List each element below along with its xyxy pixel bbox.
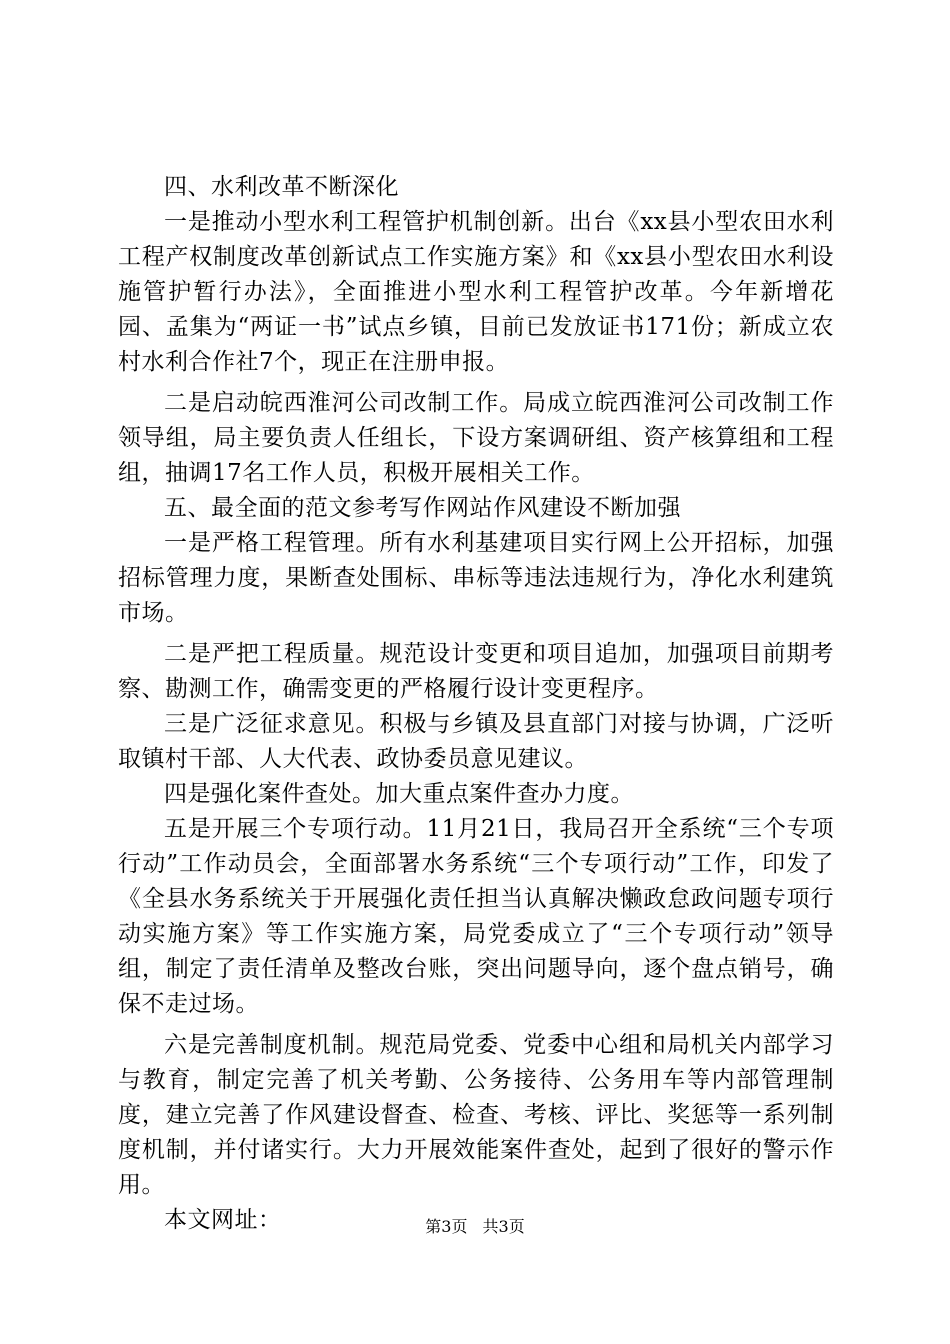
page-footer: [0, 1216, 950, 1238]
paragraph: 二是启动皖西淮河公司改制工作。局成立皖西淮河公司改制工作领导组，局主要负责人任组长，下设方案调研组、资产核算组和工程组，抽调17名工作人员，积极开展相关工作。: [118, 390, 834, 486]
paragraph: 五是开展三个专项行动。11月21日，我局召开全系统“三个专项行动”工作动员会，全面部署水务系统“三个专项行动”工作，印发了《全县水务系统关于开展强化责任担当认真解决懒政怠政问题专项行动实施方案》等工作实施方案，局党委成立了“三个专项行动”领导组，制定了责任清单及整改台账，突出问题导向，逐个盘点销号，确保不走过场。: [118, 816, 834, 1017]
page-number-total: 共3页: [482, 1217, 525, 1236]
paragraph: 一是推动小型水利工程管护机制创新。出台《xx县小型农田水利工程产权制度改革创新试点工作实施方案》和《xx县小型农田水利设施管护暂行办法》，全面推进小型水利工程管护改革。今年新增花园、孟集为“两证一书”试点乡镇，目前已发放证书171份；新成立农村水利合作社7个，现正在注册申报。: [118, 209, 834, 375]
paragraph: 六是完善制度机制。规范局党委、党委中心组和局机关内部学习与教育，制定完善了机关考勤、公务接待、公务用车等内部管理制度，建立完善了作风建设督查、检查、考核、评比、奖惩等一系列制度机制，并付诸实行。大力开展效能案件查处，起到了很好的警示作用。: [118, 1032, 834, 1198]
section-heading: 五、最全面的范文参考写作网站作风建设不断加强: [164, 495, 681, 521]
paragraph: 四是强化案件查处。加大重点案件查办力度。: [164, 781, 634, 807]
paragraph: 二是严把工程质量。规范设计变更和项目追加，加强项目前期考察、勘测工作，确需变更的严格履行设计变更程序。: [118, 641, 834, 702]
section-heading: 四、水利改革不断深化: [164, 174, 399, 200]
document-body: [118, 170, 834, 1238]
page-number-current: 第3页: [425, 1217, 468, 1236]
paragraph: 一是严格工程管理。所有水利基建项目实行网上公开招标，加强招标管理力度，果断查处围标、串标等违法违规行为，净化水利建筑市场。: [118, 530, 834, 626]
url-label: 本文网址：: [164, 1207, 282, 1233]
paragraph: 三是广泛征求意见。积极与乡镇及县直部门对接与协调，广泛听取镇村干部、人大代表、政协委员意见建议。: [118, 711, 834, 772]
